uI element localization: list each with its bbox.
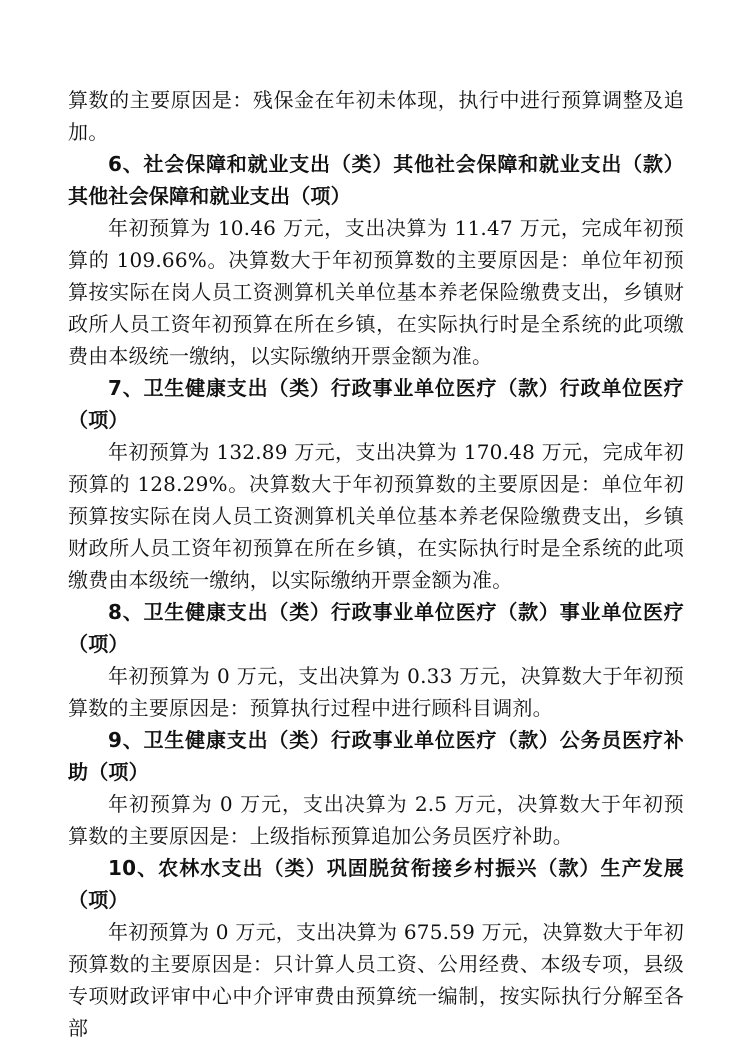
section-10-heading: 10、农林水支出（类）巩固脱贫衔接乡村振兴（款）生产发展（项） (68, 856, 684, 912)
section-9-heading: 9、卫生健康支出（类）行政事业单位医疗（款）公务员医疗补助（项） (68, 728, 684, 784)
section-8-heading: 8、卫生健康支出（类）行政事业单位医疗（款）事业单位医疗（项） (68, 600, 684, 656)
section-6-body: 年初预算为 10.46 万元，支出决算为 11.47 万元，完成年初预算的 109.66%。决算数大于年初预算数的主要原因是：单位年初预算按实际在岗人员工资测算机关单位基本养老保险缴费支出，乡镇财政所人员工资年初预算在所在乡镇，在实际执行时是全系统的此项缴费由本级统一缴纳，以实际缴纳开票金额为准。 (68, 216, 684, 368)
continuation-paragraph: 算数的主要原因是：残保金在年初未体现，执行中进行预算调整及追加。 (68, 88, 684, 144)
document-body (68, 84, 684, 1044)
section-6-heading: 6、社会保障和就业支出（类）其他社会保障和就业支出（款）其他社会保障和就业支出（项） (68, 152, 684, 208)
section-7-heading: 7、卫生健康支出（类）行政事业单位医疗（款）行政单位医疗（项） (68, 376, 684, 432)
section-9-body: 年初预算为 0 万元，支出决算为 2.5 万元，决算数大于年初预算数的主要原因是：上级指标预算追加公务员医疗补助。 (68, 792, 684, 848)
section-8-body: 年初预算为 0 万元，支出决算为 0.33 万元，决算数大于年初预算数的主要原因是：预算执行过程中进行顾科目调剂。 (68, 664, 684, 720)
section-7-body: 年初预算为 132.89 万元，支出决算为 170.48 万元，完成年初预算的 128.29%。决算数大于年初预算数的主要原因是：单位年初预算按实际在岗人员工资测算机关单位基本养老保险缴费支出，乡镇财政所人员工资年初预算在所在乡镇，在实际执行时是全系统的此项缴费由本级统一缴纳，以实际缴纳开票金额为准。 (68, 440, 684, 592)
section-10-body: 年初预算为 0 万元，支出决算为 675.59 万元，决算数大于年初预算数的主要原因是：只计算人员工资、公用经费、本级专项，县级专项财政评审中心中介评审费由预算统一编制，按实际执行分解至各部 (68, 920, 684, 1040)
